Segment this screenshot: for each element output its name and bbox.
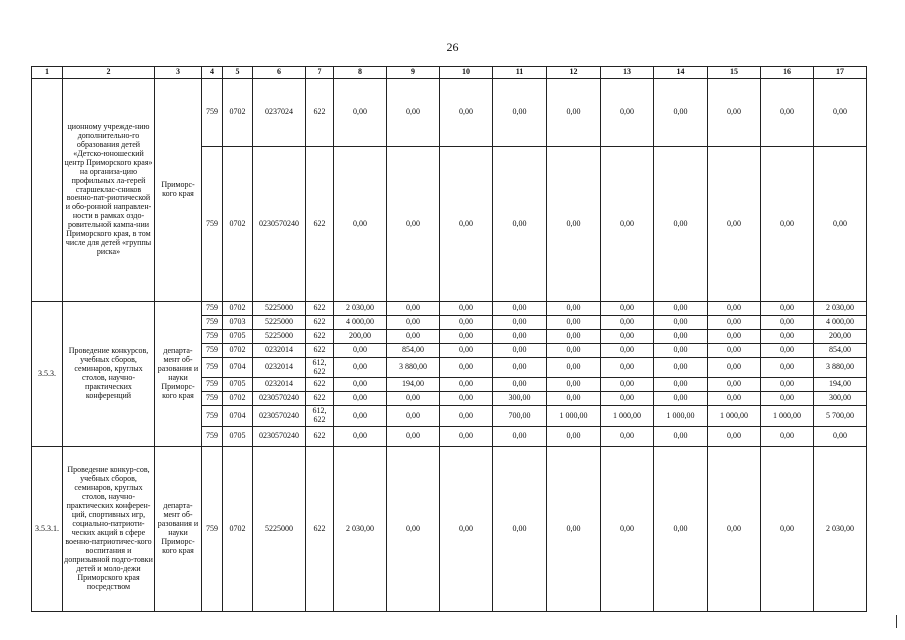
page-number: 26 xyxy=(446,40,459,54)
table-cell: 0,00 xyxy=(493,79,547,147)
table-cell: 0,00 xyxy=(387,316,440,330)
table-row xyxy=(32,447,867,612)
table-cell: 0,00 xyxy=(440,358,493,378)
table-cell: 1 000,00 xyxy=(761,406,814,427)
table-cell: 200,00 xyxy=(334,330,387,344)
table-cell: 5225000 xyxy=(253,316,306,330)
table-cell: 0232014 xyxy=(253,378,306,392)
table-cell: 0,00 xyxy=(761,344,814,358)
table-cell: 759 xyxy=(202,392,223,406)
table-cell: 0704 xyxy=(223,358,253,378)
table-cell: 0,00 xyxy=(440,378,493,392)
table-cell: 0,00 xyxy=(547,344,601,358)
table-cell: 622 xyxy=(306,330,334,344)
table-cell: 0,00 xyxy=(493,316,547,330)
table-cell: 0,00 xyxy=(387,406,440,427)
table-cell: 0,00 xyxy=(708,344,761,358)
table-cell: 0237024 xyxy=(253,79,306,147)
row-code: 3.5.3.1. xyxy=(32,447,63,612)
table-cell: 0,00 xyxy=(493,330,547,344)
table-cell: 0,00 xyxy=(654,302,708,316)
column-header: 8 xyxy=(334,67,387,79)
table-cell: 0704 xyxy=(223,406,253,427)
table-cell: 2 030,00 xyxy=(334,447,387,612)
table-cell: 0,00 xyxy=(387,330,440,344)
column-header: 15 xyxy=(708,67,761,79)
table-cell: 0,00 xyxy=(547,316,601,330)
table-cell: 0,00 xyxy=(547,330,601,344)
table-cell: 0,00 xyxy=(601,392,654,406)
table-row xyxy=(32,302,867,316)
table-cell: 0702 xyxy=(223,344,253,358)
table-cell: 0,00 xyxy=(547,147,601,302)
table-cell: 622 xyxy=(306,316,334,330)
row-code: 3.5.3. xyxy=(32,302,63,447)
table-cell: 0702 xyxy=(223,392,253,406)
table-cell: 0,00 xyxy=(654,447,708,612)
table-cell: 2 030,00 xyxy=(334,302,387,316)
table-cell: 622 xyxy=(306,427,334,447)
row-executor: Приморс-кого края xyxy=(155,79,202,302)
table-cell: 759 xyxy=(202,147,223,302)
table-cell: 0,00 xyxy=(761,79,814,147)
row-executor: департа-мент об-разования и науки Приморс-кого края xyxy=(155,447,202,612)
table-cell: 0230570240 xyxy=(253,427,306,447)
table-cell: 0,00 xyxy=(493,447,547,612)
table-cell: 0,00 xyxy=(654,316,708,330)
table-cell: 0,00 xyxy=(440,427,493,447)
table-cell: 0,00 xyxy=(708,302,761,316)
row-description: Проведение конкур-сов, учебных сборов, семинаров, круглых столов, научно-практических конферен-ций, спортивных игр, социально-патриоти-ческих акций в сфере военно-патриотичес-кого воспитания и допризывной подго-товки детей и моло-дежи Приморского края посредством xyxy=(63,447,155,612)
table-cell: 612, 622 xyxy=(306,406,334,427)
table-cell: 0,00 xyxy=(814,147,867,302)
table-cell: 0,00 xyxy=(440,447,493,612)
table-cell: 0,00 xyxy=(708,378,761,392)
table-row xyxy=(32,79,867,147)
table-cell: 0,00 xyxy=(440,79,493,147)
table-cell: 0,00 xyxy=(708,79,761,147)
table-cell: 0,00 xyxy=(761,316,814,330)
table-cell: 0,00 xyxy=(708,427,761,447)
table-cell: 0,00 xyxy=(493,427,547,447)
table-cell: 0,00 xyxy=(493,147,547,302)
column-header: 17 xyxy=(814,67,867,79)
table-cell: 0,00 xyxy=(601,316,654,330)
table-cell: 5225000 xyxy=(253,302,306,316)
table-cell: 759 xyxy=(202,79,223,147)
table-cell: 0,00 xyxy=(601,447,654,612)
table-cell: 0,00 xyxy=(440,147,493,302)
column-header: 4 xyxy=(202,67,223,79)
table-cell: 0,00 xyxy=(547,79,601,147)
table-cell: 0,00 xyxy=(708,358,761,378)
budget-table xyxy=(31,66,867,612)
table-cell: 0,00 xyxy=(708,392,761,406)
table-cell: 1 000,00 xyxy=(547,406,601,427)
column-header: 2 xyxy=(63,67,155,79)
table-cell: 0,00 xyxy=(387,427,440,447)
table-cell: 622 xyxy=(306,392,334,406)
table-cell: 0,00 xyxy=(334,344,387,358)
table-cell: 0,00 xyxy=(654,79,708,147)
table-cell: 0,00 xyxy=(761,447,814,612)
table-cell: 0,00 xyxy=(334,392,387,406)
table-cell: 1 000,00 xyxy=(601,406,654,427)
table-cell: 0,00 xyxy=(387,447,440,612)
row-description: Проведение конкурсов, учебных сборов, семинаров, круглых столов, научно-практических конференций xyxy=(63,302,155,447)
table-cell: 0,00 xyxy=(547,392,601,406)
table-cell: 0,00 xyxy=(387,302,440,316)
table-cell: 4 000,00 xyxy=(334,316,387,330)
table-cell: 0,00 xyxy=(334,378,387,392)
table-cell: 0,00 xyxy=(601,147,654,302)
table-cell: 3 880,00 xyxy=(387,358,440,378)
table-cell: 0,00 xyxy=(547,427,601,447)
table-cell: 622 xyxy=(306,344,334,358)
row-description: ционному учрежде-нию дополнительно-го образования детей «Детско-юношеский центр Приморского края» на организа-цию профильных ла-герей старшеклас-сников военно-пат-риотической и обо-ронной направлен-ности в рамках оздо-ровительной кампа-нии Приморского края, в том числе для детей «группы риска» xyxy=(63,79,155,302)
table-cell: 0,00 xyxy=(654,358,708,378)
table-cell: 0,00 xyxy=(601,302,654,316)
table-cell: 759 xyxy=(202,358,223,378)
table-cell: 759 xyxy=(202,447,223,612)
table-cell: 200,00 xyxy=(814,330,867,344)
table-cell: 0,00 xyxy=(761,147,814,302)
table-cell: 0,00 xyxy=(654,378,708,392)
table-cell: 5225000 xyxy=(253,447,306,612)
table-cell: 0,00 xyxy=(547,378,601,392)
table-cell: 0,00 xyxy=(387,392,440,406)
table-cell: 622 xyxy=(306,302,334,316)
table-cell: 0,00 xyxy=(547,447,601,612)
table-cell: 0,00 xyxy=(493,358,547,378)
table-cell: 0,00 xyxy=(334,427,387,447)
row-executor: департа-мент об-разования и науки Приморс-кого края xyxy=(155,302,202,447)
table-cell: 300,00 xyxy=(814,392,867,406)
margin-mark xyxy=(896,615,897,628)
table-cell: 854,00 xyxy=(814,344,867,358)
table-cell: 0,00 xyxy=(601,79,654,147)
table-cell: 0,00 xyxy=(547,358,601,378)
table-cell: 0,00 xyxy=(761,392,814,406)
table-cell: 0,00 xyxy=(654,344,708,358)
table-cell: 0,00 xyxy=(814,427,867,447)
table-cell: 0,00 xyxy=(334,79,387,147)
table-cell: 0,00 xyxy=(708,147,761,302)
table-cell: 0,00 xyxy=(440,406,493,427)
table-cell: 759 xyxy=(202,316,223,330)
table-cell: 0,00 xyxy=(440,344,493,358)
table-cell: 0703 xyxy=(223,316,253,330)
table-cell: 0,00 xyxy=(493,378,547,392)
table-cell: 0,00 xyxy=(493,302,547,316)
table-cell: 0,00 xyxy=(440,392,493,406)
table-cell: 0702 xyxy=(223,447,253,612)
table-cell: 0,00 xyxy=(654,330,708,344)
column-header: 6 xyxy=(253,67,306,79)
table-cell: 759 xyxy=(202,378,223,392)
column-header: 3 xyxy=(155,67,202,79)
table-cell: 0,00 xyxy=(440,330,493,344)
table-cell: 194,00 xyxy=(387,378,440,392)
table-cell: 0,00 xyxy=(601,358,654,378)
table-cell: 0,00 xyxy=(761,378,814,392)
table-cell: 612, 622 xyxy=(306,358,334,378)
table-cell: 0,00 xyxy=(334,358,387,378)
column-header: 16 xyxy=(761,67,814,79)
table-cell: 0,00 xyxy=(708,330,761,344)
table-cell: 0230570240 xyxy=(253,406,306,427)
table-cell: 0,00 xyxy=(493,344,547,358)
table-cell: 3 880,00 xyxy=(814,358,867,378)
table-cell: 0,00 xyxy=(601,344,654,358)
table-cell: 0232014 xyxy=(253,358,306,378)
column-header: 7 xyxy=(306,67,334,79)
table-cell: 2 030,00 xyxy=(814,447,867,612)
table-cell: 0,00 xyxy=(334,406,387,427)
table-cell: 0705 xyxy=(223,330,253,344)
table-cell: 759 xyxy=(202,406,223,427)
table-cell: 0,00 xyxy=(761,330,814,344)
column-header: 1 xyxy=(32,67,63,79)
row-code xyxy=(32,79,63,302)
table-cell: 854,00 xyxy=(387,344,440,358)
table-cell: 0705 xyxy=(223,378,253,392)
table-cell: 0702 xyxy=(223,302,253,316)
table-cell: 1 000,00 xyxy=(654,406,708,427)
table-cell: 4 000,00 xyxy=(814,316,867,330)
table-cell: 0,00 xyxy=(440,302,493,316)
table-cell: 300,00 xyxy=(493,392,547,406)
table-cell: 622 xyxy=(306,447,334,612)
column-header: 14 xyxy=(654,67,708,79)
table-cell: 5 700,00 xyxy=(814,406,867,427)
table-cell: 0,00 xyxy=(761,427,814,447)
table-cell: 622 xyxy=(306,147,334,302)
table-cell: 759 xyxy=(202,427,223,447)
table-cell: 759 xyxy=(202,302,223,316)
table-cell: 0702 xyxy=(223,79,253,147)
table-cell: 0,00 xyxy=(334,147,387,302)
column-header: 5 xyxy=(223,67,253,79)
table-cell: 0,00 xyxy=(387,79,440,147)
table-cell: 0,00 xyxy=(387,147,440,302)
table-cell: 0,00 xyxy=(440,316,493,330)
table-cell: 194,00 xyxy=(814,378,867,392)
table-cell: 0,00 xyxy=(601,378,654,392)
table-cell: 0,00 xyxy=(761,302,814,316)
table-cell: 0232014 xyxy=(253,344,306,358)
table-cell: 0,00 xyxy=(654,147,708,302)
column-header: 9 xyxy=(387,67,440,79)
table-cell: 0,00 xyxy=(601,330,654,344)
column-header: 10 xyxy=(440,67,493,79)
column-header: 12 xyxy=(547,67,601,79)
table-cell: 0,00 xyxy=(654,427,708,447)
table-cell: 759 xyxy=(202,330,223,344)
table-cell: 0,00 xyxy=(708,316,761,330)
table-cell: 622 xyxy=(306,378,334,392)
table-cell: 622 xyxy=(306,79,334,147)
table-cell: 5225000 xyxy=(253,330,306,344)
table-cell: 759 xyxy=(202,344,223,358)
table-cell: 2 030,00 xyxy=(814,302,867,316)
table-cell: 0,00 xyxy=(761,358,814,378)
table-cell: 0230570240 xyxy=(253,392,306,406)
table-cell: 0,00 xyxy=(547,302,601,316)
table-cell: 0,00 xyxy=(814,79,867,147)
table-cell: 700,00 xyxy=(493,406,547,427)
table-cell: 1 000,00 xyxy=(708,406,761,427)
table-cell: 0705 xyxy=(223,427,253,447)
table-cell: 0,00 xyxy=(601,427,654,447)
table-cell: 0702 xyxy=(223,147,253,302)
column-header: 11 xyxy=(493,67,547,79)
header-row xyxy=(32,67,867,79)
table-cell: 0230570240 xyxy=(253,147,306,302)
table-cell: 0,00 xyxy=(708,447,761,612)
column-header: 13 xyxy=(601,67,654,79)
table-cell: 0,00 xyxy=(654,392,708,406)
